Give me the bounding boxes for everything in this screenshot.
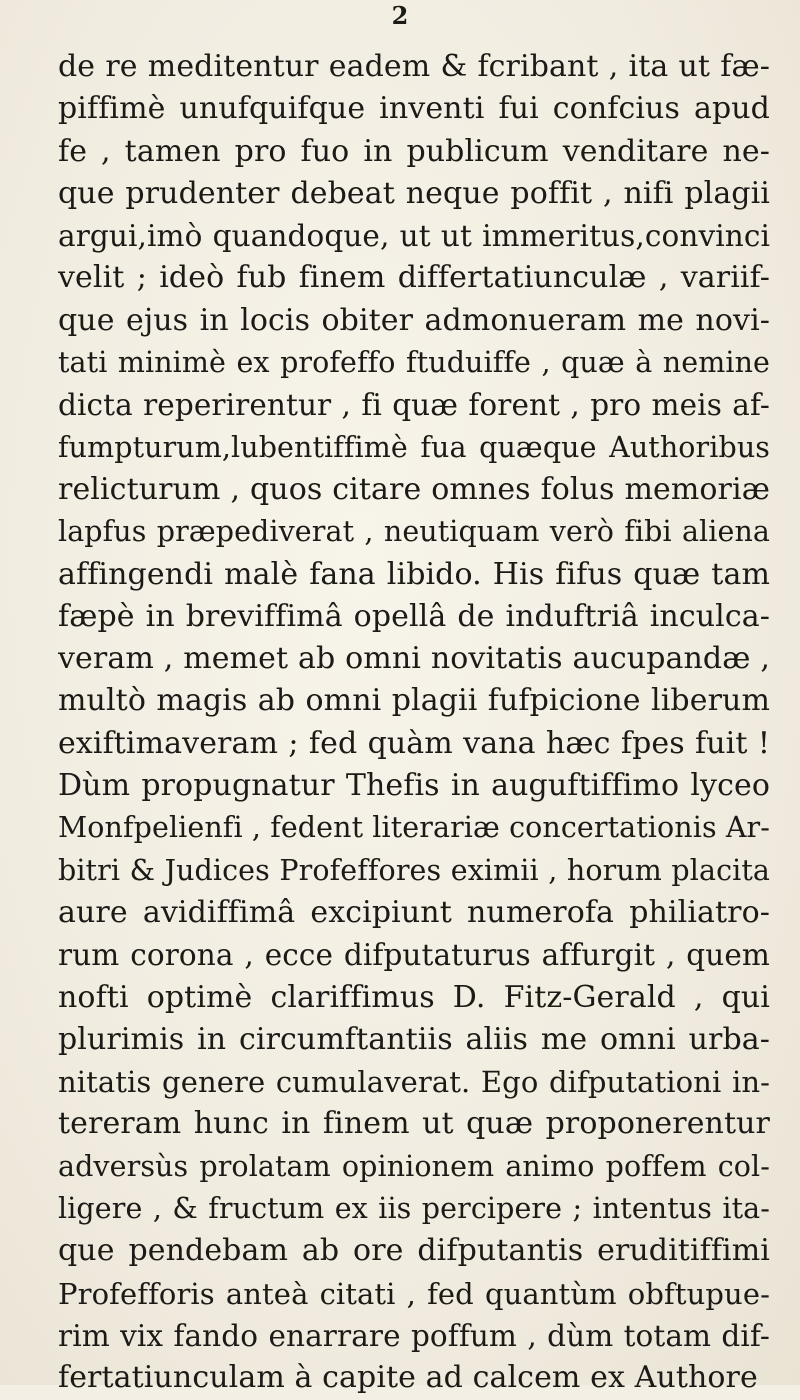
text-line: adversùs prolatam opinionem animo poffem col- — [58, 1149, 770, 1183]
text-line: multò magis ab omni plagii fufpicione liberum — [58, 683, 770, 719]
text-line: dicta reperirentur , fi quæ forent , pro meis af- — [58, 388, 770, 423]
text-line: lapfus præpediverat , neutiquam verò fibi aliena — [58, 515, 770, 549]
text-line: Dùm propugnatur Thefis in auguftiffimo lyceo — [58, 768, 770, 804]
page-number: 2 — [391, 1, 409, 30]
text-line: que ejus in locis obiter admonueram me novi- — [58, 302, 770, 338]
text-line: fæpè in breviffimâ opellâ de induftriâ inculca- — [58, 598, 770, 634]
text-line: tereram hunc in finem ut quæ proponerentur — [58, 1106, 770, 1142]
text-line: de re meditentur eadem & fcribant , ita ut fæ- — [58, 49, 770, 84]
body-text — [58, 46, 770, 1400]
text-line: affingendi malè fana libido. His fifus quæ tam — [58, 556, 770, 592]
text-line: Profefforis anteà citati , fed quantùm obftupue- — [58, 1276, 770, 1311]
text-line: fumpturum,lubentiffimè fua quæque Authoribus — [58, 430, 770, 464]
text-line: rim vix fando enarrare poffum , dùm totam dif- — [58, 1318, 770, 1353]
text-line: que pendebam ab ore difputantis eruditiffimi — [58, 1233, 770, 1269]
text-line: exiftimaveram ; fed quàm vana hæc fpes fuit ! — [58, 725, 770, 761]
text-line: ligere , & fructum ex iis percipere ; intentus ita- — [58, 1192, 770, 1226]
text-line: Monfpelienfi , fedent literariæ concertationis Ar- — [58, 811, 770, 845]
text-line: relicturum , quos citare omnes folus memoriæ — [58, 471, 770, 507]
text-line: tati minimè ex profeffo ftuduiffe , quæ à nemine — [58, 346, 770, 380]
text-line: nitatis genere cumulaverat. Ego difputationi in- — [58, 1065, 770, 1100]
text-line: bitri & Judices Profeffores eximii , horum placita — [58, 853, 770, 887]
text-line: rum corona , ecce difputaturus affurgit , quem — [58, 938, 770, 973]
text-line: plurimis in circumftantiis aliis me omni urba- — [58, 1021, 770, 1057]
text-line: velit ; ideò fub finem differtatiunculæ , variif- — [58, 260, 770, 296]
text-line: fe , tamen pro fuo in publicum venditare ne- — [58, 133, 770, 169]
text-line: que prudenter debeat neque poffit , nifi plagii — [58, 175, 770, 211]
text-line: piffimè unufquifque inventi fui confcius apud — [58, 91, 770, 127]
text-line: fertatiunculam à capite ad calcem ex Authore — [58, 1360, 758, 1396]
text-line: nofti optimè clariffimus D. Fitz-Gerald , qui — [58, 979, 770, 1015]
text-line: argui,imò quandoque, ut ut immeritus,convinci — [58, 219, 770, 254]
text-line: aure avidiffimâ excipiunt numerofa philiatro- — [58, 894, 770, 930]
text-line: veram , memet ab omni novitatis aucupandæ , — [58, 641, 770, 677]
